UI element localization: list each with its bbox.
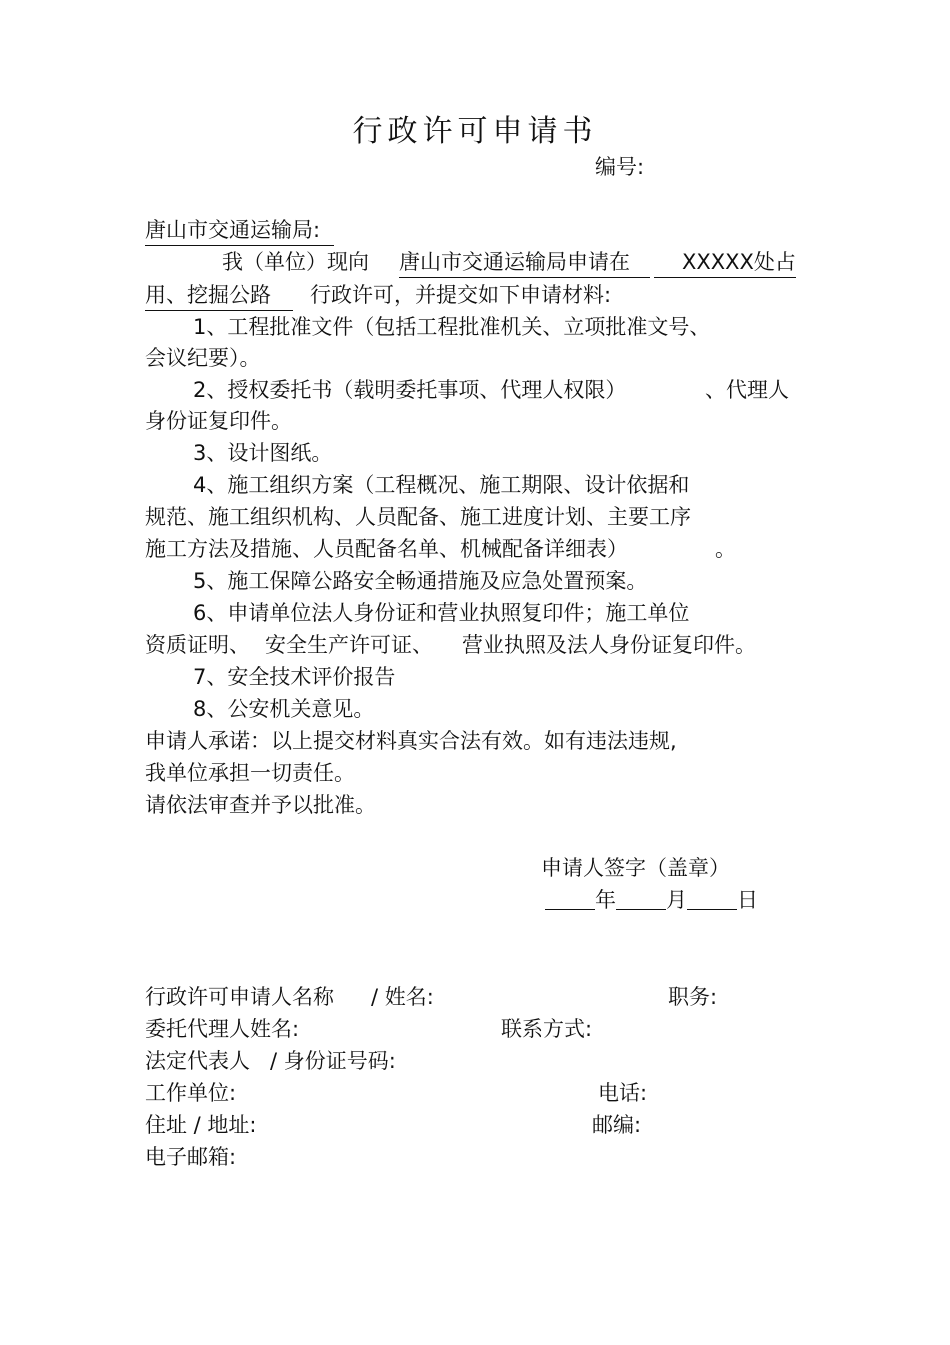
intro-usage: 用、挖掘公路 [145, 280, 293, 311]
item-4-line-3-tail: 。 [715, 537, 736, 561]
item-2-line-1: 2、授权委托书（载明委托事项、代理人权限） [193, 378, 627, 402]
item-3: 3、设计图纸。 [193, 441, 333, 465]
item-6-seg-1: 资质证明、 [145, 633, 250, 657]
item-6-line-1: 6、申请单位法人身份证和营业执照复印件；施工单位 [193, 601, 690, 625]
applicant-person-name-label: / 姓名: [371, 985, 434, 1009]
intro-part1: 我（单位）现向 [222, 250, 369, 274]
commitment-line-3: 请依法审查并予以批准。 [145, 793, 376, 817]
position-label: 职务: [668, 985, 718, 1009]
year-label: 年 [595, 888, 616, 912]
intro-authority: 唐山市交通运输局申请在 [399, 247, 650, 278]
intro-rest: 行政许可，并提交如下申请材料: [310, 283, 612, 307]
item-5: 5、施工保障公路安全畅通措施及应急处置预案。 [193, 569, 648, 593]
item-1-line-1: 1、工程批准文件（包括工程批准机关、立项批准文号、 [193, 315, 711, 339]
contact-label: 联系方式: [501, 1017, 593, 1041]
legal-rep-label: 法定代表人 [145, 1049, 250, 1073]
address-label: 住址 / 地址: [145, 1113, 257, 1137]
id-number-label: / 身份证号码: [270, 1049, 396, 1073]
phone-label: 电话: [598, 1081, 648, 1105]
intro-location: XXXXX处占 [654, 247, 796, 278]
serial-number-label: 编号: [595, 155, 645, 179]
month-blank[interactable] [616, 887, 666, 910]
item-8: 8、公安机关意见。 [193, 697, 375, 721]
signature-date [545, 885, 758, 915]
item-4-line-2: 规范、施工组织机构、人员配备、施工进度计划、主要工序 [145, 505, 691, 529]
addressee: 唐山市交通运输局: [145, 215, 334, 246]
year-blank[interactable] [545, 887, 595, 910]
commitment-line-1: 申请人承诺：以上提交材料真实合法有效。如有违法违规, [145, 729, 677, 753]
item-6-seg-3: 营业执照及法人身份证复印件。 [462, 633, 756, 657]
day-label: 日 [737, 888, 758, 912]
item-2-line-2: 身份证复印件。 [145, 409, 292, 433]
work-unit-label: 工作单位: [145, 1081, 237, 1105]
commitment-line-2: 我单位承担一切责任。 [145, 761, 355, 785]
agent-name-label: 委托代理人姓名: [145, 1017, 300, 1041]
day-blank[interactable] [687, 887, 737, 910]
applicant-name-label: 行政许可申请人名称 [145, 985, 334, 1009]
item-2-line-1-tail: 、代理人 [705, 378, 789, 402]
signature-label: 申请人签字（盖章） [541, 856, 730, 880]
item-4-line-1: 4、施工组织方案（工程概况、施工期限、设计依据和 [193, 473, 690, 497]
postcode-label: 邮编: [592, 1113, 642, 1137]
item-6-seg-2: 安全生产许可证、 [265, 633, 433, 657]
item-1-line-2: 会议纪要）。 [145, 346, 261, 370]
item-7: 7、安全技术评价报告 [193, 665, 396, 689]
email-label: 电子邮箱: [145, 1145, 237, 1169]
item-4-line-3: 施工方法及措施、人员配备名单、机械配备详细表） [145, 537, 628, 561]
document-title: 行政许可申请书 [352, 114, 598, 149]
month-label: 月 [666, 888, 687, 912]
